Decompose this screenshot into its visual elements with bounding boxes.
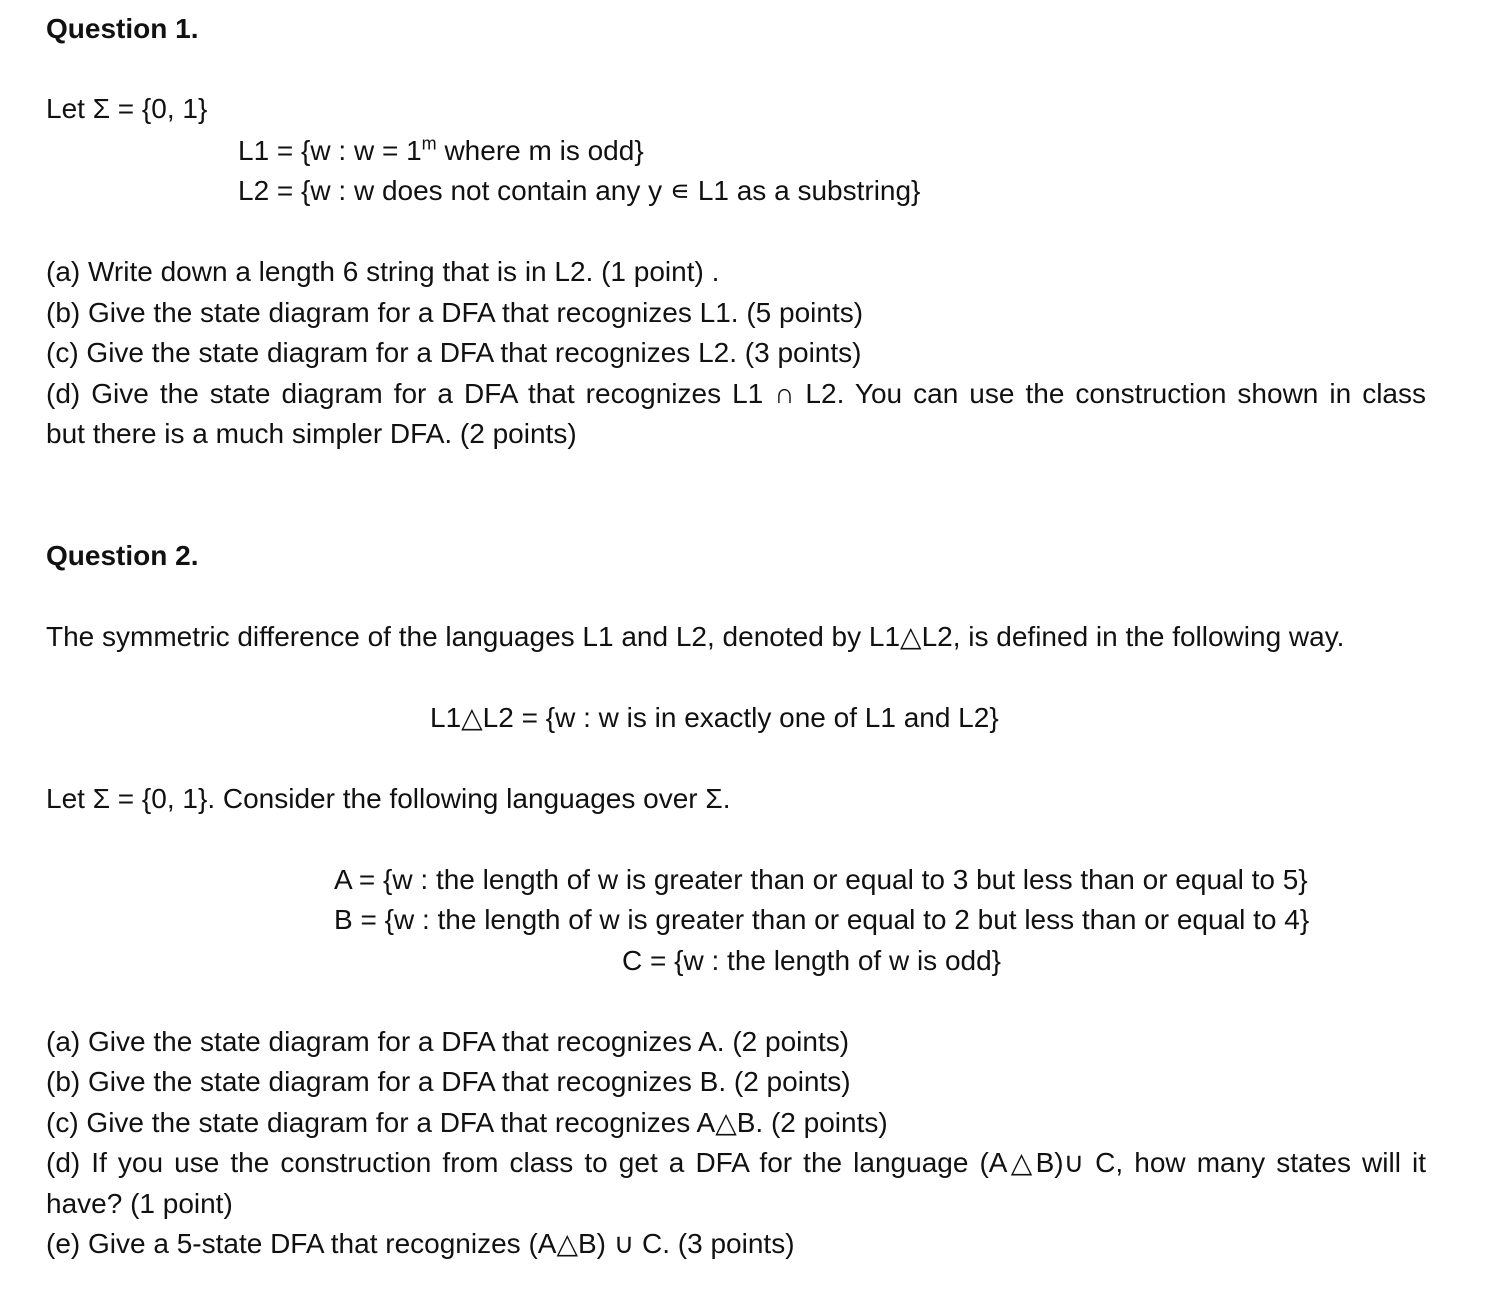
q2-language-c: C = {w : the length of w is odd}	[622, 945, 1002, 976]
q1-alphabet-definition: Let Σ = {0, 1}	[46, 93, 208, 124]
q1-part-c: (c) Give the state diagram for a DFA that recognizes L2. (3 points)	[46, 337, 862, 368]
q2-language-b: B = {w : the length of w is greater than or equal to 2 but less than or equal to 4}	[334, 904, 1310, 935]
q2-symmetric-difference-definition: L1△L2 = {w : w is in exactly one of L1 and L2}	[430, 702, 999, 733]
l1-exponent: m	[421, 133, 437, 154]
question-1-heading: Question 1.	[46, 13, 199, 44]
q1-part-d-line2: but there is a much simpler DFA. (2 points)	[46, 418, 577, 449]
q1-part-a: (a) Write down a length 6 string that is in L2. (1 point) .	[46, 256, 720, 287]
q2-part-d-line2: have? (1 point)	[46, 1188, 233, 1219]
q2-intro: The symmetric difference of the languages L1 and L2, denoted by L1△L2, is defined in the following way.	[46, 621, 1345, 652]
q2-part-c: (c) Give the state diagram for a DFA that recognizes A△B. (2 points)	[46, 1107, 888, 1138]
q2-alphabet-definition: Let Σ = {0, 1}. Consider the following languages over Σ.	[46, 783, 731, 814]
q1-l1-definition	[238, 133, 644, 169]
q1-part-d-line1: (d) Give the state diagram for a DFA that recognizes L1 ∩ L2. You can use the construction shown in class	[46, 378, 1426, 409]
q2-part-a: (a) Give the state diagram for a DFA that recognizes A. (2 points)	[46, 1026, 850, 1057]
q2-language-a: A = {w : the length of w is greater than or equal to 3 but less than or equal to 5}	[334, 864, 1308, 895]
l1-text-prefix: L1 = {w : w = 1	[238, 135, 422, 166]
l1-text-suffix: where m is odd}	[436, 135, 644, 166]
question-2-heading: Question 2.	[46, 540, 199, 571]
q2-part-e: (e) Give a 5-state DFA that recognizes (A△B) ∪ C. (3 points)	[46, 1228, 795, 1259]
q1-l2-definition: L2 = {w : w does not contain any y ∊ L1 as a substring}	[238, 175, 921, 206]
q1-part-b: (b) Give the state diagram for a DFA that recognizes L1. (5 points)	[46, 297, 864, 328]
q2-part-d-line1: (d) If you use the construction from class to get a DFA for the language (A△B)∪ C, how many states will it	[46, 1147, 1426, 1178]
q2-part-b: (b) Give the state diagram for a DFA that recognizes B. (2 points)	[46, 1066, 851, 1097]
